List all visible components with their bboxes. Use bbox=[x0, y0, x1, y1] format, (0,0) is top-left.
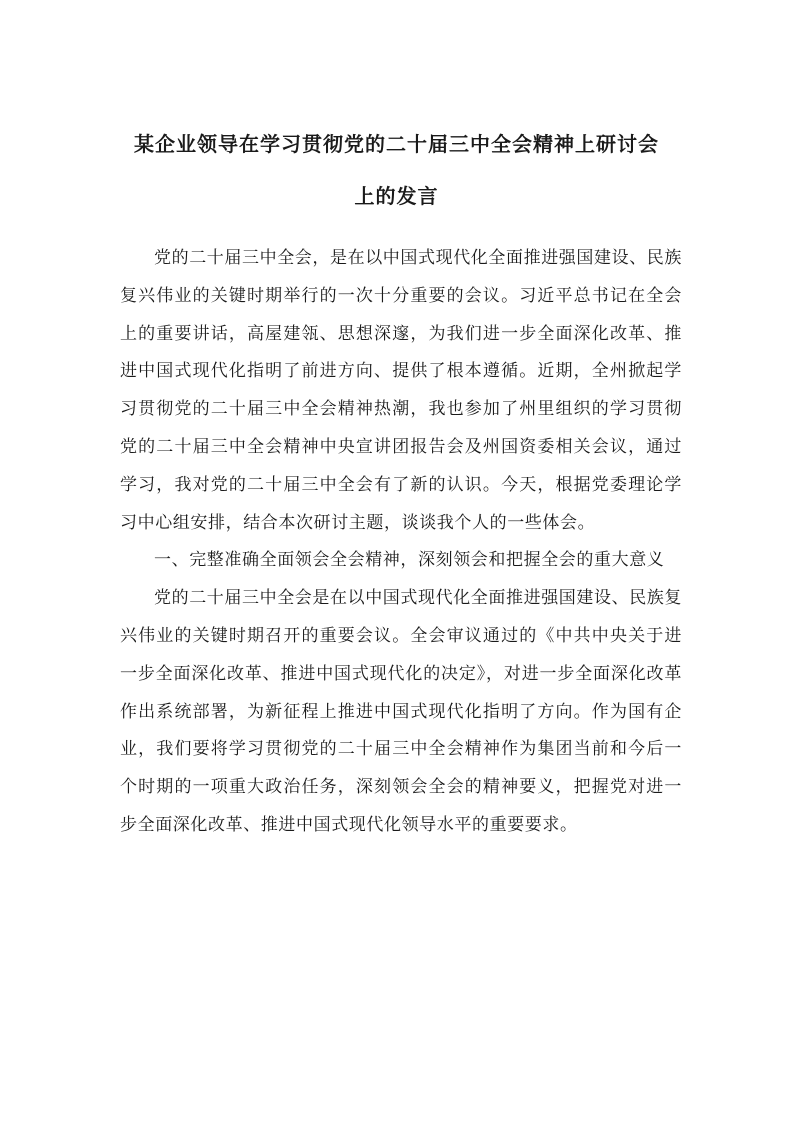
document-title-line-1: 某企业领导在学习贯彻党的二十届三中全会精神上研讨会 bbox=[134, 132, 659, 156]
paragraph-section-1: 党的二十届三中全会是在以中国式现代化全面推进强国建设、民族复兴伟业的关键时期召开的重要会议。全会审议通过的《中共中央关于进一步全面深化改革、推进中国式现代化的决定》，对进一步全面深化改革作出系统部署，为新征程上推进中国式现代化指明了方向。作为国有企业，我们要将学习贯彻党的二十届三中全会精神作为集团当前和今后一个时期的一项重大政治任务，深刻领会全会的精神要义，把握党对进一步全面深化改革、推进中国式现代化领导水平的重要要求。 bbox=[120, 588, 682, 835]
document-body bbox=[120, 240, 682, 845]
document-title-line-2: 上的发言 bbox=[354, 184, 439, 208]
section-heading-1: 一、完整准确全面领会全会精神，深刻领会和把握全会的重大意义 bbox=[154, 550, 665, 571]
paragraph-intro: 党的二十届三中全会，是在以中国式现代化全面推进强国建设、民族复兴伟业的关键时期举行的一次十分重要的会议。习近平总书记在全会上的重要讲话，高屋建瓴、思想深邃，为我们进一步全面深化改革、推进中国式现代化指明了前进方向、提供了根本遵循。近期，全州掀起学习贯彻党的二十届三中全会精神热潮，我也参加了州里组织的学习贯彻党的二十届三中全会精神中央宣讲团报告会及州国资委相关会议，通过学习，我对党的二十届三中全会有了新的认识。今天，根据党委理论学习中心组安排，结合本次研讨主题，谈谈我个人的一些体会。 bbox=[120, 248, 682, 533]
